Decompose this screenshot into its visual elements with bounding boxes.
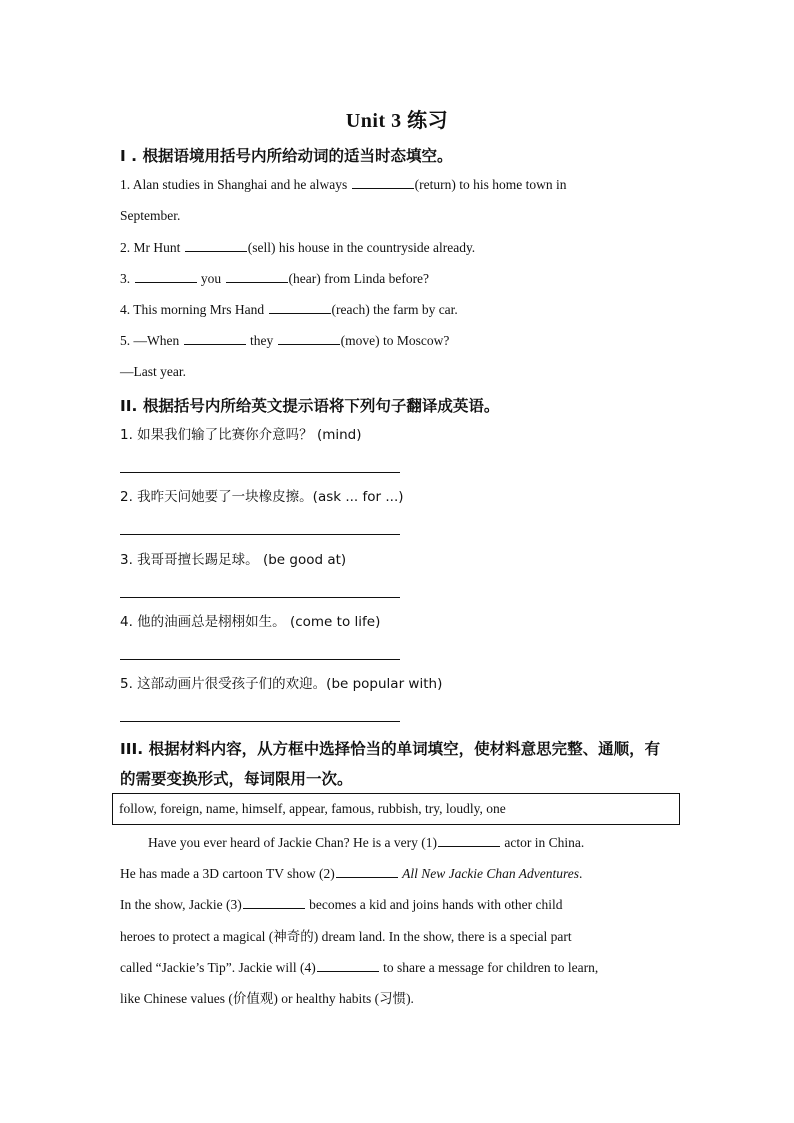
passage-line-6: like Chinese values (价值观) or healthy habits (习惯). — [120, 991, 414, 1006]
question-2-4: 4. 他的油画总是栩栩如生。 (come to life) — [120, 614, 381, 630]
translation-answer-line[interactable] — [120, 534, 400, 535]
answer-blank[interactable] — [243, 896, 305, 909]
answer-blank[interactable] — [226, 270, 288, 283]
answer-blank[interactable] — [135, 270, 197, 283]
answer-blank[interactable] — [352, 176, 414, 189]
translation-answer-line[interactable] — [120, 721, 400, 722]
section-2-heading: II. 根据括号内所给英文提示语将下列句子翻译成英语。 — [120, 397, 500, 415]
question-2-3: 3. 我哥哥擅长踢足球。 (be good at) — [120, 552, 347, 568]
question-2-5: 5. 这部动画片很受孩子们的欢迎。(be popular with) — [120, 676, 443, 692]
answer-blank[interactable] — [438, 834, 500, 847]
passage-line-5: called “Jackie’s Tip”. Jackie will (4) to share a message for children to learn, — [120, 960, 599, 975]
page-title: Unit 3 练习 — [345, 110, 449, 132]
answer-blank[interactable] — [184, 332, 246, 345]
passage-line-2: He has made a 3D cartoon TV show (2) All New Jackie Chan Adventures. — [120, 866, 583, 881]
question-2-2: 2. 我昨天问她要了一块橡皮擦。(ask ... for ...) — [120, 489, 404, 505]
passage-line-1: Have you ever heard of Jackie Chan? He is a very (1) actor in China. — [148, 835, 585, 850]
question-1-3: 3. you (hear) from Linda before? — [120, 271, 430, 286]
section-1-heading: I . 根据语境用括号内所给动词的适当时态填空。 — [120, 147, 453, 165]
passage-line-3: In the show, Jackie (3) becomes a kid and joins hands with other child — [120, 897, 563, 912]
question-1-5: 5. —When they (move) to Moscow? — [120, 333, 450, 348]
translation-answer-line[interactable] — [120, 659, 400, 660]
answer-blank[interactable] — [269, 301, 331, 314]
question-1-4: 4. This morning Mrs Hand (reach) the farm by car. — [120, 302, 458, 317]
show-title: All New Jackie Chan Adventures — [402, 866, 580, 881]
question-1-1-continued: September. — [120, 208, 181, 223]
answer-blank[interactable] — [336, 865, 398, 878]
translation-answer-line[interactable] — [120, 472, 400, 473]
word-bank-box: follow, foreign, name, himself, appear, famous, rubbish, try, loudly, one — [112, 793, 680, 825]
section-3-heading: III. 根据材料内容，从方框中选择恰当的单词填空，使材料意思完整、通顺，有 — [120, 740, 661, 758]
question-1-2: 2. Mr Hunt (sell) his house in the countryside already. — [120, 240, 476, 255]
question-1-5-answer: —Last year. — [120, 364, 186, 379]
passage-line-4: heroes to protect a magical (神奇的) dream land. In the show, there is a special part — [120, 929, 572, 944]
answer-blank[interactable] — [185, 239, 247, 252]
question-2-1: 1. 如果我们输了比赛你介意吗？ (mind) — [120, 427, 362, 443]
answer-blank[interactable] — [317, 959, 379, 972]
answer-blank[interactable] — [278, 332, 340, 345]
section-3-heading-continued: 的需要变换形式，每词限用一次。 — [120, 770, 353, 788]
translation-answer-line[interactable] — [120, 597, 400, 598]
question-1-1: 1. Alan studies in Shanghai and he always (return) to his home town in — [120, 177, 567, 192]
